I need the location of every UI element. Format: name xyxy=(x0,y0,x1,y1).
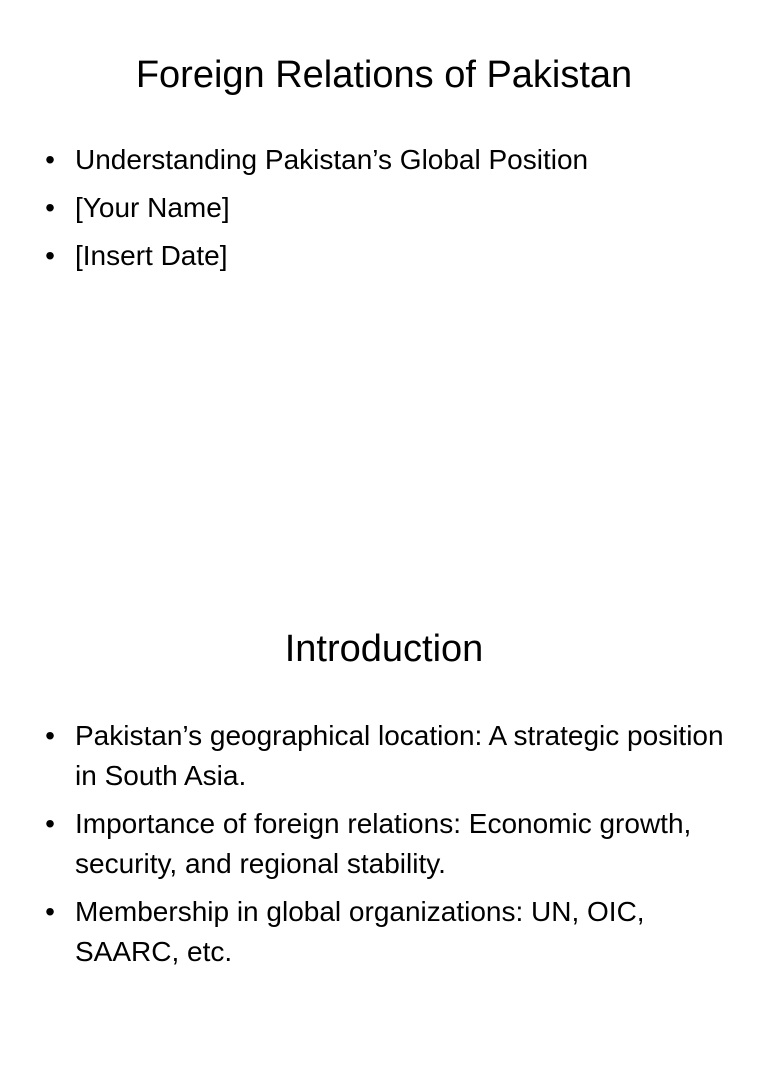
bullet-text: [Insert Date] xyxy=(75,240,228,271)
list-item xyxy=(40,188,730,228)
bullet-icon: • xyxy=(45,896,55,927)
bullet-list xyxy=(40,140,730,284)
bullet-text: Understanding Pakistan’s Global Position xyxy=(75,144,589,175)
bullet-text: Pakistan’s geographical location: A strategic position in South Asia. xyxy=(75,720,724,791)
bullet-text: [Your Name] xyxy=(75,192,230,223)
list-item xyxy=(40,892,730,972)
list-item xyxy=(40,236,730,276)
bullet-list xyxy=(40,716,730,980)
bullet-icon: • xyxy=(45,240,55,271)
slide-1 xyxy=(0,0,768,512)
slide-title: Foreign Relations of Pakistan xyxy=(135,54,633,96)
slide-2 xyxy=(0,576,768,1088)
bullet-icon: • xyxy=(45,192,55,223)
list-item xyxy=(40,716,730,796)
bullet-icon: • xyxy=(45,808,55,839)
bullet-text: Importance of foreign relations: Economic growth, security, and regional stability. xyxy=(75,808,692,879)
list-item xyxy=(40,804,730,884)
list-item xyxy=(40,140,730,180)
bullet-icon: • xyxy=(45,144,55,175)
slide-title: Introduction xyxy=(284,628,484,670)
bullet-text: Membership in global organizations: UN, OIC, SAARC, etc. xyxy=(75,896,645,967)
bullet-icon: • xyxy=(45,720,55,751)
